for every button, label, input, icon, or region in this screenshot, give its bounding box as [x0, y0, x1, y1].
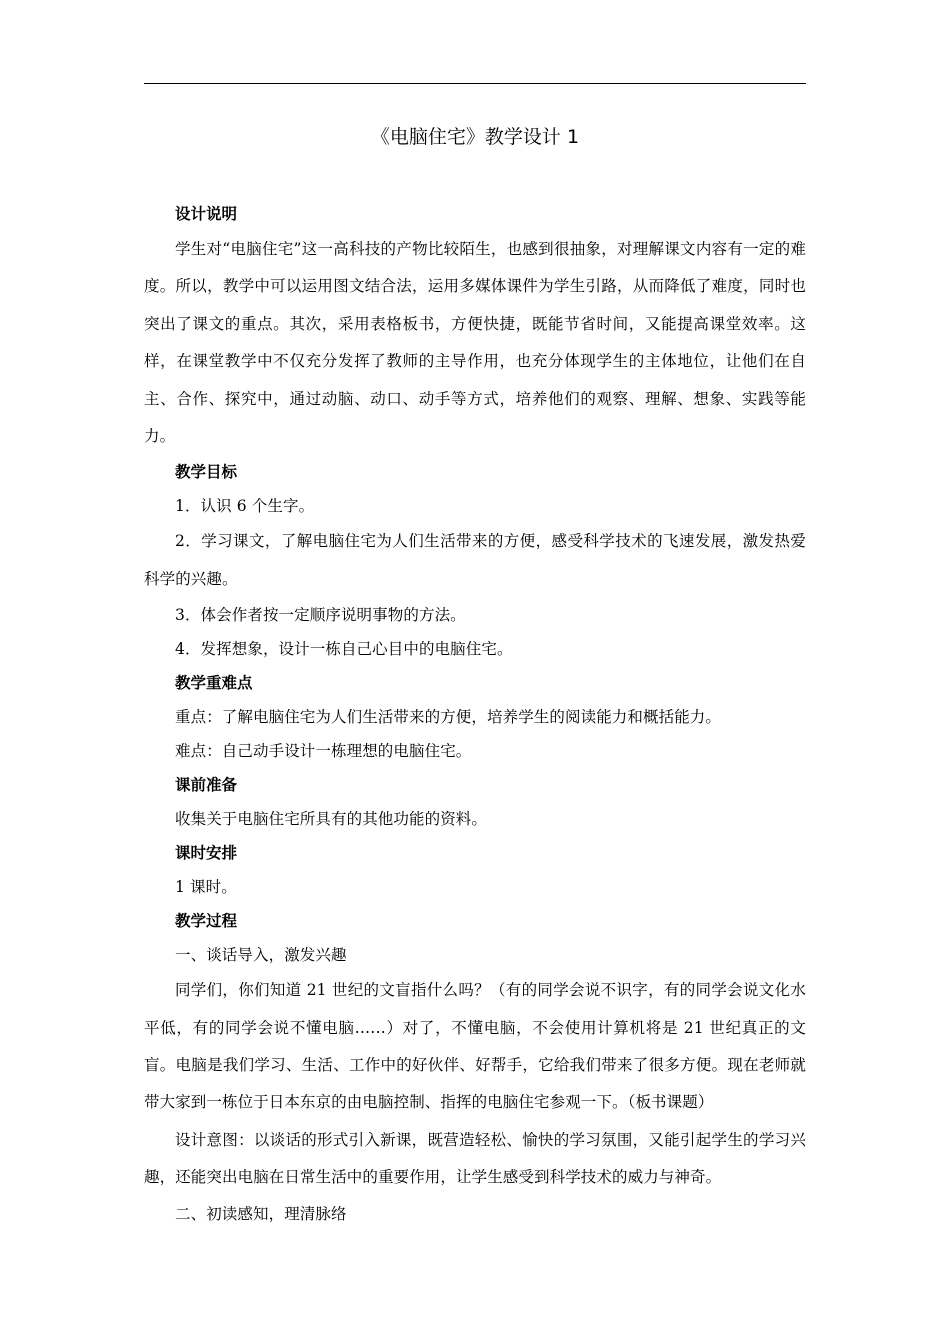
section-heading-schedule: 课时安排 — [175, 843, 238, 863]
process-step2-title: 二、初读感知，理清脉络 — [175, 1204, 347, 1223]
section-heading-key-points: 教学重难点 — [175, 673, 253, 693]
goal-item-2: 2．学习课文，了解电脑住宅为人们生活带来的方便，感受科学技术的飞速发展，激发热爱科学的兴趣。 — [144, 532, 806, 588]
goal-item-4: 4．发挥想象，设计一栋自己心目中的电脑住宅。 — [175, 640, 513, 659]
schedule-text: 1 课时。 — [175, 878, 237, 897]
document-body — [144, 197, 806, 1231]
section-heading-preparation: 课前准备 — [175, 775, 238, 795]
goal-item-1: 1．认识 6 个生字。 — [175, 497, 315, 516]
header-rule — [144, 83, 806, 84]
goal-item-3: 3．体会作者按一定顺序说明事物的方法。 — [175, 606, 466, 625]
design-note-paragraph: 学生对“电脑住宅”这一高科技的产物比较陌生，也感到很抽象，对理解课文内容有一定的难度。所以，教学中可以运用图文结合法，运用多媒体课件为学生引路，从而降低了难度，同时也突出了课文的重点。其次，采用表格板书，方便快捷，既能节省时间，又能提高课堂效率。这样，在课堂教学中不仅充分发挥了教师的主导作用，也充分体现学生的主体地位，让他们在自主、合作、探究中，通过动脑、动口、动手等方式，培养他们的观察、理解、想象、实践等能力。 — [144, 240, 806, 446]
preparation-text: 收集关于电脑住宅所具有的其他功能的资料。 — [175, 810, 488, 829]
process-step1-intent: 设计意图：以谈话的形式引入新课，既营造轻松、愉快的学习氛围，又能引起学生的学习兴趣，还能突出电脑在日常生活中的重要作用，让学生感受到科学技术的威力与神奇。 — [144, 1130, 806, 1187]
key-point-important: 重点：了解电脑住宅为人们生活带来的方便，培养学生的阅读能力和概括能力。 — [175, 708, 722, 727]
section-heading-design-note: 设计说明 — [175, 204, 238, 223]
section-heading-goals: 教学目标 — [175, 462, 238, 482]
process-step1-paragraph: 同学们，你们知道 21 世纪的文盲指什么吗？（有的同学会说不识字，有的同学会说文化水平低，有的同学会说不懂电脑……）对了，不懂电脑，不会使用计算机将是 21 世纪真正的文盲。电脑是我们学习、生活、工作中的好伙伴、好帮手，它给我们带来了很多方便。现在老师就带大家到一栋位于日本东京的由电脑控制、指挥的电脑住宅参观一下。（板书课题） — [144, 981, 806, 1112]
process-step1-title: 一、谈话导入，激发兴趣 — [175, 946, 347, 965]
key-point-difficult: 难点：自己动手设计一栋理想的电脑住宅。 — [175, 742, 472, 761]
section-heading-process: 教学过程 — [175, 911, 238, 931]
document-title: 《电脑住宅》教学设计 1 — [370, 126, 580, 148]
